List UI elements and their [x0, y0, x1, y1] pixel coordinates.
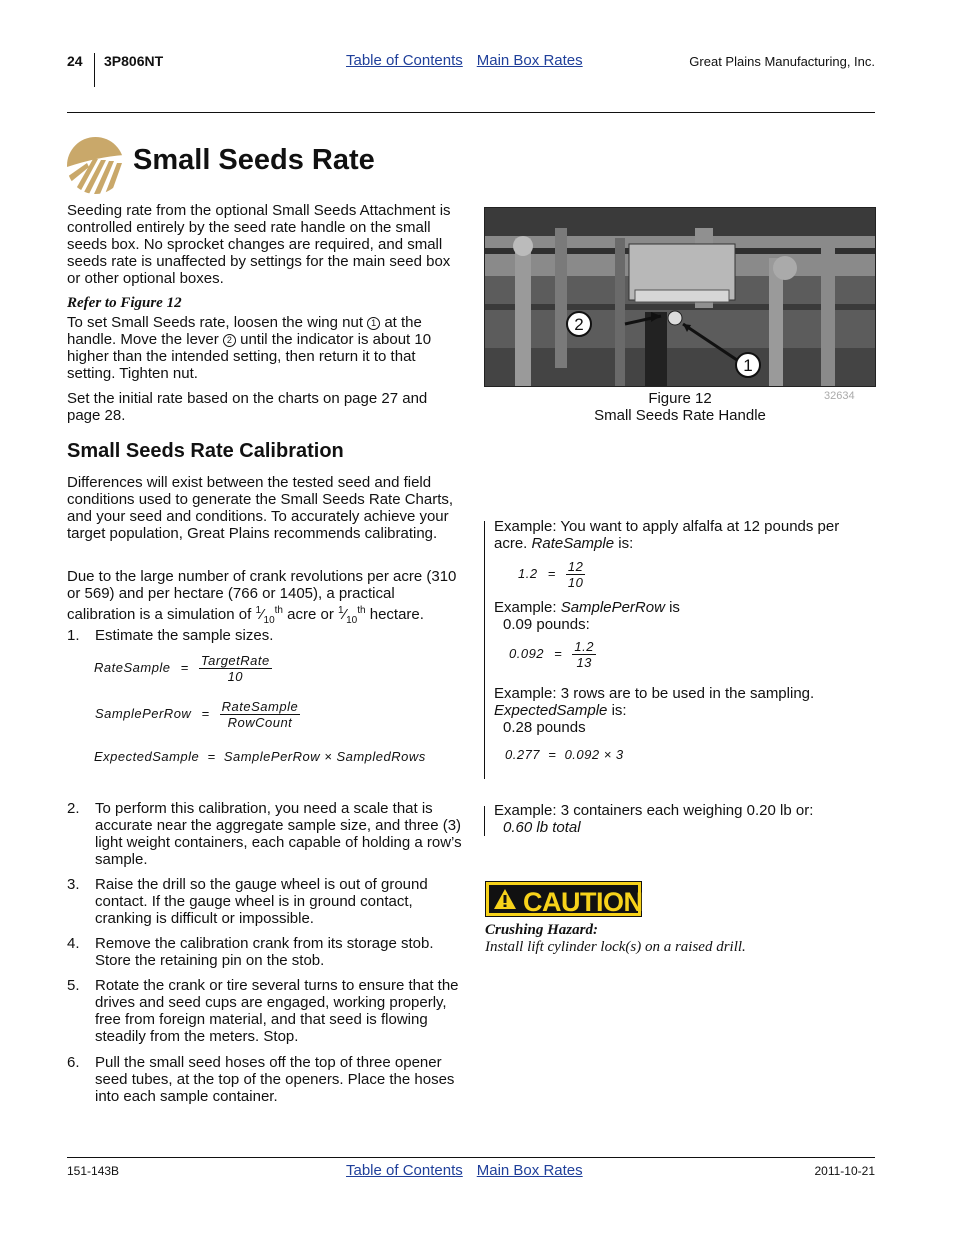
fraction-denominator: RowCount: [227, 715, 293, 730]
fraction-denominator: 10: [227, 669, 244, 684]
warning-triangle-icon: [493, 888, 517, 910]
formula-expected-sample: ExpectedSample = SamplePerRow × SampledRows: [94, 749, 426, 764]
fraction-denominator: 13: [576, 655, 592, 670]
fraction-numerator: TargetRate: [200, 653, 270, 668]
example-formula-2: [509, 639, 596, 670]
example-text: is: [664, 599, 680, 616]
formula-sample-per-row: [95, 699, 300, 730]
figure-caption: [560, 390, 800, 424]
example-sample-per-row: [494, 599, 864, 633]
header-links: [346, 52, 597, 69]
example-text: Example:: [494, 599, 561, 616]
figure-id: 32634: [824, 390, 855, 402]
fraction-denominator: 10: [263, 615, 275, 626]
fraction-numerator: 1: [338, 605, 344, 616]
figure-label: Figure 12: [648, 390, 712, 407]
ordinal-suffix: th: [274, 605, 283, 616]
formula-fraction: [199, 653, 272, 684]
model-number: 3P806NT: [104, 53, 164, 69]
step-number: 5.: [67, 977, 80, 994]
example-formula-3: 0.277 = 0.092 × 3: [505, 747, 624, 762]
example-sidebar-rule: [484, 806, 485, 836]
header-rule: [67, 112, 875, 113]
step-text: Rotate the crank or tire several turns to ensure that the drives and seed cups are engaged, working properly, free from foreign material, and that seed is flowing steadily from the meters. Stop.: [95, 977, 459, 1045]
calibration-heading: Small Seeds Rate Calibration: [67, 440, 344, 462]
formula-equals: =: [180, 659, 189, 675]
formula-equals: =: [554, 645, 563, 661]
formula-fraction: [572, 639, 596, 670]
step-text: To perform this calibration, you need a scale that is accurate near the aggregate sample size, and three (3) light weight containers, each capable of holding a row’s sample.: [95, 800, 462, 868]
callout-label-2: 2: [574, 315, 584, 334]
formula-rate-sample: [94, 653, 272, 684]
para-text: at the handle. Move the lever: [67, 314, 422, 348]
fraction-denominator: 10: [346, 615, 358, 626]
list-item: [67, 935, 462, 969]
formula-equals: =: [547, 565, 556, 581]
step-text: Estimate the sample sizes.: [95, 627, 274, 644]
formula-equals: =: [201, 705, 210, 721]
header-divider: [94, 53, 95, 87]
footer-links: [346, 1162, 597, 1179]
calibration-intro: Differences will exist between the tested seed and field conditions used to generate the Small Seeds Rate Charts, and your seed and conditions. To accurately achieve your target population, Great Plains recommends calibrating.: [67, 474, 454, 542]
figure-title: Small Seeds Rate Handle: [594, 407, 766, 424]
document-date: 2011-10-21: [814, 1164, 875, 1178]
callout-label-1: 1: [743, 356, 753, 375]
caution-word: CAUTION: [523, 887, 643, 917]
fraction-numerator: RateSample: [221, 699, 299, 714]
example-formula-1: [518, 559, 585, 590]
step-text: Remove the calibration crank from its storage stob. Store the retaining pin on the stob.: [95, 935, 434, 969]
example-text: Example: You want to apply alfalfa at 12 pounds per acre.: [494, 518, 840, 552]
callout-marker-1: 1: [367, 317, 380, 330]
document-number: 151-143B: [67, 1164, 120, 1178]
step-number: 2.: [67, 800, 80, 817]
table-of-contents-link[interactable]: Table of Contents: [346, 52, 463, 69]
para-text: hectare.: [365, 606, 424, 623]
formula-lhs: 1.2: [518, 565, 538, 581]
hazard-description: Install lift cylinder lock(s) on a raised drill.: [485, 939, 746, 955]
caution-label: [485, 881, 642, 917]
formula-fraction: [566, 559, 585, 590]
hazard-title: Crushing Hazard:: [485, 922, 598, 938]
example-value: 0.28 pounds: [503, 719, 586, 736]
table-of-contents-link[interactable]: Table of Contents: [346, 1162, 463, 1179]
page-title: Small Seeds Rate: [133, 144, 375, 176]
example-text: is:: [614, 535, 634, 552]
step-text: Pull the small seed hoses off the top of three opener seed tubes, at the top of the openers. Place the hoses into each sample container.: [95, 1054, 455, 1105]
step-number: 6.: [67, 1054, 80, 1071]
example-variable: SamplePerRow: [560, 599, 665, 616]
example-rate-sample: [494, 518, 864, 552]
para-text: To set Small Seeds rate, loosen the wing nut: [67, 314, 368, 331]
step-number: 3.: [67, 876, 80, 893]
figure-reference: Refer to Figure 12: [67, 295, 182, 311]
fraction-denominator: 10: [567, 575, 584, 590]
caution-label-background: [489, 885, 643, 917]
example-text: is:: [607, 702, 627, 719]
example-containers: [494, 802, 864, 836]
main-box-rates-link[interactable]: Main Box Rates: [476, 1162, 583, 1179]
step-number: 1.: [67, 627, 80, 644]
para-text: until the indicator is about 10 higher than the intended setting, then return it to that setting. Tighten nut.: [67, 331, 432, 382]
list-item: [67, 800, 462, 868]
example-expected-sample: [494, 685, 864, 736]
example-variable: ExpectedSample: [494, 702, 608, 719]
footer-rule: [67, 1157, 875, 1158]
example-variable: RateSample: [531, 535, 615, 552]
example-value: 0.60 lb total: [503, 819, 581, 836]
list-item: [67, 977, 462, 1045]
calibration-simulation-paragraph: Due to the large number of crank revolutions per acre (310 or 569) and per hectare (766 or 1405), a practical calibration is a simulation of $^1⁄_{10}^{th}$ acre or $^1⁄_{10}^{th}$ hectare.: [67, 568, 457, 626]
formula-lhs: 0.092: [509, 645, 545, 661]
intro-paragraph: Seeding rate from the optional Small Seeds Attachment is controlled entirely by the seed rate handle on the small seeds box. No sprocket changes are required, and small seeds rate is unaffected by settings for the main seed box or other optional boxes.: [67, 202, 451, 287]
fraction-numerator: 1.2: [574, 639, 594, 654]
formula-lhs: RateSample: [94, 659, 171, 675]
main-box-rates-link[interactable]: Main Box Rates: [476, 52, 583, 69]
step-number: 4.: [67, 935, 80, 952]
initial-rate-paragraph: Set the initial rate based on the charts on page 27 and page 28.: [67, 390, 428, 424]
example-value: 0.09 pounds:: [503, 616, 590, 633]
step-text: Raise the drill so the gauge wheel is out of ground contact. If the gauge wheel is in ground contact, cranking is difficult or impossible.: [95, 876, 428, 927]
list-item: [67, 627, 462, 644]
great-plains-logo-icon: [67, 137, 124, 194]
fraction-numerator: 12: [567, 559, 584, 574]
example-text: Example: 3 containers each weighing 0.20 lb or:: [494, 802, 814, 819]
fraction-numerator: 1: [255, 605, 261, 616]
ordinal-suffix: th: [357, 605, 366, 616]
list-item: [67, 876, 462, 927]
list-item: [67, 1054, 462, 1105]
para-text: Due to the large number of crank revolutions per acre (310 or 569) and per hectare (766 or 1405), a practical calibration is a simulation of: [67, 568, 457, 623]
example-sidebar-rule: [484, 521, 485, 779]
callout-marker-2: 2: [223, 334, 236, 347]
formula-lhs: SamplePerRow: [95, 705, 192, 721]
para-text: acre or: [282, 606, 339, 623]
small-seeds-handle-photo: [484, 207, 876, 387]
company-name: Great Plains Manufacturing, Inc.: [689, 54, 875, 69]
rate-setting-paragraph: [67, 314, 462, 382]
page-number: 24: [67, 53, 83, 69]
formula-fraction: [220, 699, 301, 730]
example-text: Example: 3 rows are to be used in the sampling.: [494, 685, 815, 702]
